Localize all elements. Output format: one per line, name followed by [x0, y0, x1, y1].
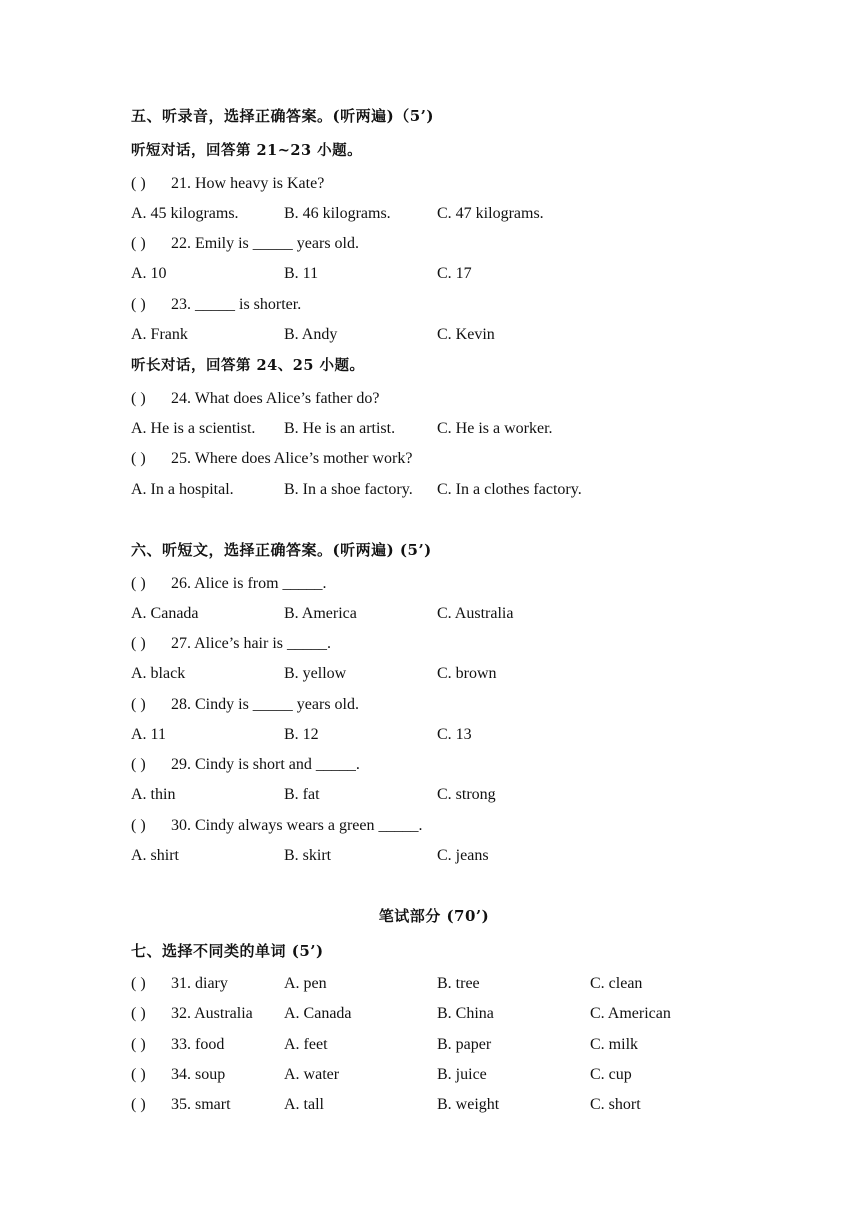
options-27	[131, 661, 828, 687]
section-6-heading: 六、听短文，选择正确答案。(听两遍) (5’)	[131, 541, 432, 559]
question-stem: 24. What does Alice’s father do?	[171, 390, 380, 407]
answer-blank[interactable]: ( )	[131, 296, 146, 313]
answer-blank[interactable]: ( )	[131, 756, 146, 773]
options-23	[131, 322, 828, 348]
question-stem: 30. Cindy always wears a green _____.	[171, 817, 423, 834]
question-35	[131, 1092, 828, 1118]
question-26	[131, 571, 828, 597]
question-30	[131, 813, 828, 839]
option-c: C. Australia	[437, 605, 514, 622]
answer-blank[interactable]: ( )	[131, 235, 146, 252]
question-stem: 25. Where does Alice’s mother work?	[171, 450, 413, 467]
option-b: B. 12	[284, 726, 319, 743]
question-stem: 29. Cindy is short and _____.	[171, 756, 360, 773]
option-b: B. juice	[437, 1066, 487, 1083]
option-b: B. yellow	[284, 665, 347, 682]
option-b: B. tree	[437, 975, 480, 992]
answer-blank[interactable]: ( )	[131, 450, 146, 467]
option-a: A. water	[284, 1066, 340, 1083]
option-a: A. shirt	[131, 847, 179, 864]
option-b: B. Andy	[284, 326, 338, 343]
option-a: A. Frank	[131, 326, 188, 343]
option-a: A. Canada	[131, 605, 199, 622]
option-a: A. thin	[131, 786, 176, 803]
question-25	[131, 446, 828, 472]
options-28	[131, 722, 828, 748]
question-28	[131, 692, 828, 718]
question-23	[131, 292, 828, 318]
question-stem: 21. How heavy is Kate?	[171, 175, 325, 192]
option-b: B. In a shoe factory.	[284, 481, 413, 498]
question-24	[131, 386, 828, 412]
question-29	[131, 752, 828, 778]
question-21	[131, 171, 828, 197]
option-b: B. 46 kilograms.	[284, 205, 391, 222]
answer-blank[interactable]: ( )	[131, 817, 146, 834]
section-5-part1-heading: 听短对话，回答第 21~23 小题。	[131, 142, 363, 159]
answer-blank[interactable]: ( )	[131, 1036, 146, 1053]
written-part-heading: 笔试部分 (70’)	[378, 907, 490, 925]
question-32	[131, 1001, 828, 1027]
answer-blank[interactable]: ( )	[131, 175, 146, 192]
option-c: C. 17	[437, 265, 472, 282]
options-21	[131, 201, 828, 227]
option-c: C. Kevin	[437, 326, 495, 343]
question-stem: 33. food	[171, 1036, 225, 1053]
options-22	[131, 261, 828, 287]
question-34	[131, 1062, 828, 1088]
option-b: B. America	[284, 605, 357, 622]
options-24	[131, 416, 828, 442]
option-a: A. In a hospital.	[131, 481, 234, 498]
option-c: C. 13	[437, 726, 472, 743]
question-22	[131, 231, 828, 257]
option-c: C. strong	[437, 786, 496, 803]
section-7-heading: 七、选择不同类的单词 (5’)	[131, 942, 324, 960]
option-c: C. In a clothes factory.	[437, 481, 582, 498]
options-30	[131, 843, 828, 869]
option-a: A. 10	[131, 265, 167, 282]
option-c: C. American	[590, 1005, 671, 1022]
answer-blank[interactable]: ( )	[131, 696, 146, 713]
answer-blank[interactable]: ( )	[131, 635, 146, 652]
question-stem: 22. Emily is _____ years old.	[171, 235, 359, 252]
question-stem: 26. Alice is from _____.	[171, 575, 327, 592]
option-a: A. pen	[284, 975, 327, 992]
question-stem: 23. _____ is shorter.	[171, 296, 302, 313]
question-stem: 28. Cindy is _____ years old.	[171, 696, 359, 713]
option-c: C. cup	[590, 1066, 632, 1083]
answer-blank[interactable]: ( )	[131, 1096, 146, 1113]
option-b: B. weight	[437, 1096, 500, 1113]
question-stem: 34. soup	[171, 1066, 226, 1083]
option-c: C. short	[590, 1096, 641, 1113]
option-b: B. skirt	[284, 847, 332, 864]
option-a: A. feet	[284, 1036, 328, 1053]
question-stem: 27. Alice’s hair is _____.	[171, 635, 331, 652]
question-27	[131, 631, 828, 657]
option-c: C. clean	[590, 975, 643, 992]
option-b: B. He is an artist.	[284, 420, 396, 437]
option-a: A. He is a scientist.	[131, 420, 256, 437]
option-a: A. tall	[284, 1096, 324, 1113]
answer-blank[interactable]: ( )	[131, 390, 146, 407]
option-c: C. 47 kilograms.	[437, 205, 544, 222]
answer-blank[interactable]: ( )	[131, 1005, 146, 1022]
section-5-heading: 五、听录音，选择正确答案。(听两遍)（5’)	[131, 107, 434, 125]
question-33	[131, 1032, 828, 1058]
option-b: B. paper	[437, 1036, 492, 1053]
option-c: C. He is a worker.	[437, 420, 553, 437]
options-26	[131, 601, 828, 627]
option-a: A. Canada	[284, 1005, 352, 1022]
question-stem: 32. Australia	[171, 1005, 253, 1022]
option-a: A. 11	[131, 726, 166, 743]
answer-blank[interactable]: ( )	[131, 575, 146, 592]
question-stem: 31. diary	[171, 975, 228, 992]
option-c: C. brown	[437, 665, 497, 682]
options-29	[131, 782, 828, 808]
option-a: A. black	[131, 665, 186, 682]
section-5-part2-heading: 听长对话，回答第 24、25 小题。	[131, 357, 365, 374]
option-b: B. China	[437, 1005, 494, 1022]
option-b: B. 11	[284, 265, 319, 282]
option-c: C. jeans	[437, 847, 489, 864]
question-31	[131, 971, 828, 997]
options-25	[131, 477, 828, 503]
answer-blank[interactable]: ( )	[131, 1066, 146, 1083]
option-a: A. 45 kilograms.	[131, 205, 239, 222]
option-b: B. fat	[284, 786, 320, 803]
answer-blank[interactable]: ( )	[131, 975, 146, 992]
question-stem: 35. smart	[171, 1096, 231, 1113]
option-c: C. milk	[590, 1036, 639, 1053]
